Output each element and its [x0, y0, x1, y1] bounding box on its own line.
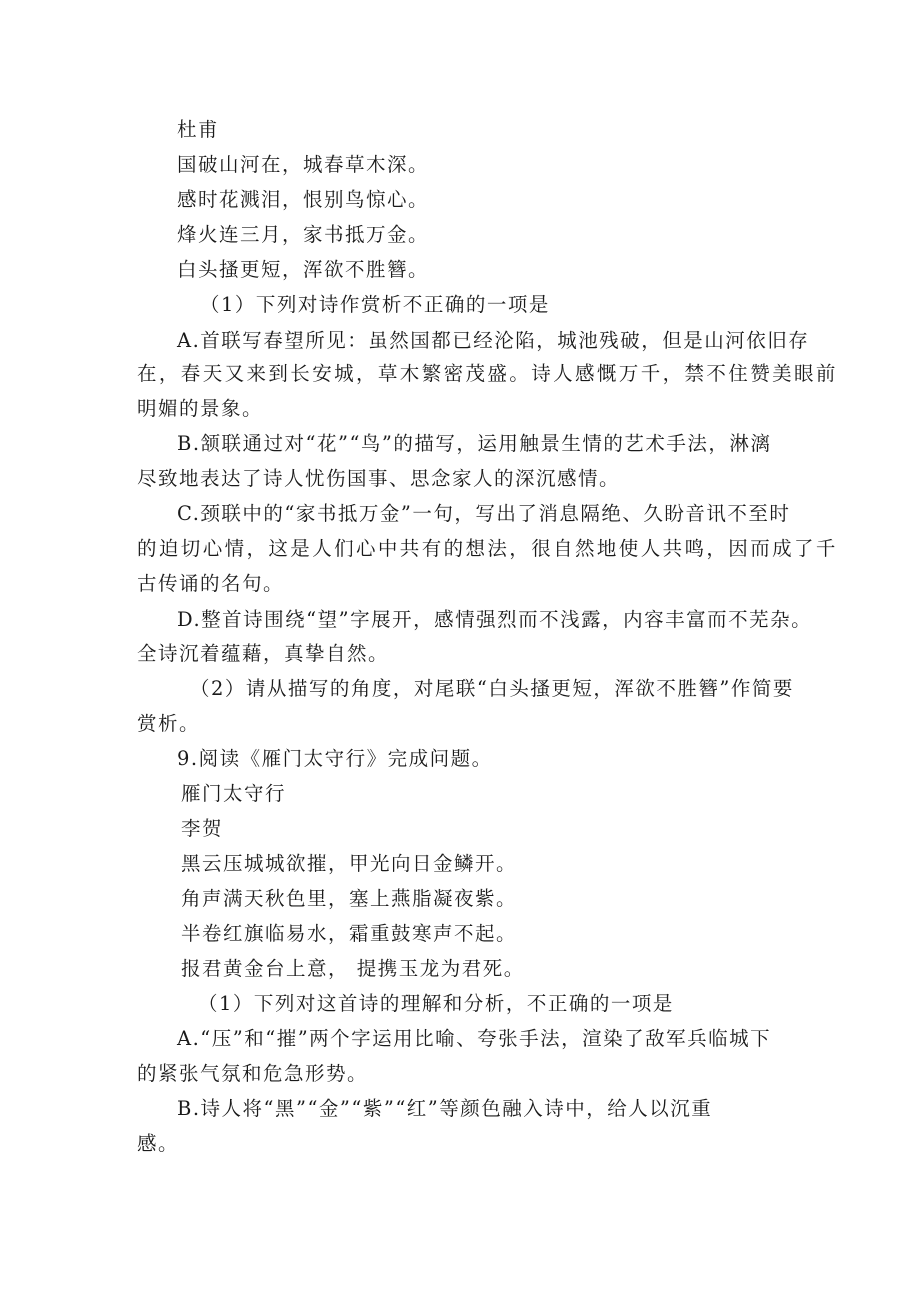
question-stem-continued: 赏析。: [137, 712, 201, 735]
option-d: D.整首诗围绕“望”字展开，感情强烈而不浅露，内容丰富而不芜杂。: [177, 608, 813, 631]
option-c: C.颈联中的“家书抵万金”一句，写出了消息隔绝、久盼音讯不至时: [177, 502, 791, 525]
option-c-continued: 的迫切心情，这是人们心中共有的想法，很自然地使人共鸣，因而成了千: [137, 537, 838, 560]
poem-author: 李贺: [181, 817, 224, 840]
option-a-continued: 的紧张气氛和危急形势。: [137, 1062, 369, 1085]
option-a-continued: 在，春天又来到长安城，草木繁密茂盛。诗人感慨万千，禁不住赞美眼前: [137, 362, 838, 385]
poem-line: 国破山河在，城春草木深。: [177, 153, 430, 176]
poem-line: 半卷红旗临易水，霜重鼓寒声不起。: [181, 922, 518, 945]
question-heading: 9.阅读《雁门太守行》完成问题。: [177, 747, 493, 770]
poem-title: 雁门太守行: [181, 782, 287, 805]
question-stem: （1）下列对诗作赏析不正确的一项是: [200, 293, 550, 316]
poem-line: 感时花溅泪，恨别鸟惊心。: [177, 188, 430, 211]
option-d-continued: 全诗沉着蕴藉，真挚自然。: [137, 642, 390, 665]
poem-line: 报君黄金台上意， 提携玉龙为君死。: [181, 957, 525, 980]
option-a-continued: 明媚的景象。: [137, 397, 264, 420]
option-b: B.诗人将“黑”“金”“紫”“红”等颜色融入诗中，给人以沉重: [177, 1097, 713, 1120]
question-stem: （1）下列对这首诗的理解和分析，不正确的一项是: [198, 992, 674, 1015]
option-b-continued: 尽致地表达了诗人忧伤国事、思念家人的深沉感情。: [137, 467, 621, 490]
option-a: A.首联写春望所见：虽然国都已经沦陷，城池残破，但是山河依旧存: [177, 329, 810, 352]
poem-line: 白头搔更短，浑欲不胜簪。: [177, 258, 430, 281]
option-b-continued: 感。: [137, 1132, 180, 1155]
option-a: A.“压”和“摧”两个字运用比喻、夸张手法，渲染了敌军兵临城下: [177, 1027, 772, 1050]
poem-author: 杜甫: [177, 118, 220, 141]
option-b: B.颔联通过对“花”“鸟”的描写，运用触景生情的艺术手法，淋漓: [177, 432, 772, 455]
question-stem: （2）请从描写的角度，对尾联“白头搔更短，浑欲不胜簪”作简要: [190, 677, 794, 700]
option-c-continued: 古传诵的名句。: [137, 572, 285, 595]
poem-line: 黑云压城城欲摧，甲光向日金鳞开。: [181, 852, 518, 875]
poem-line: 角声满天秋色里，塞上燕脂凝夜紫。: [181, 887, 518, 910]
poem-line: 烽火连三月，家书抵万金。: [177, 223, 430, 246]
